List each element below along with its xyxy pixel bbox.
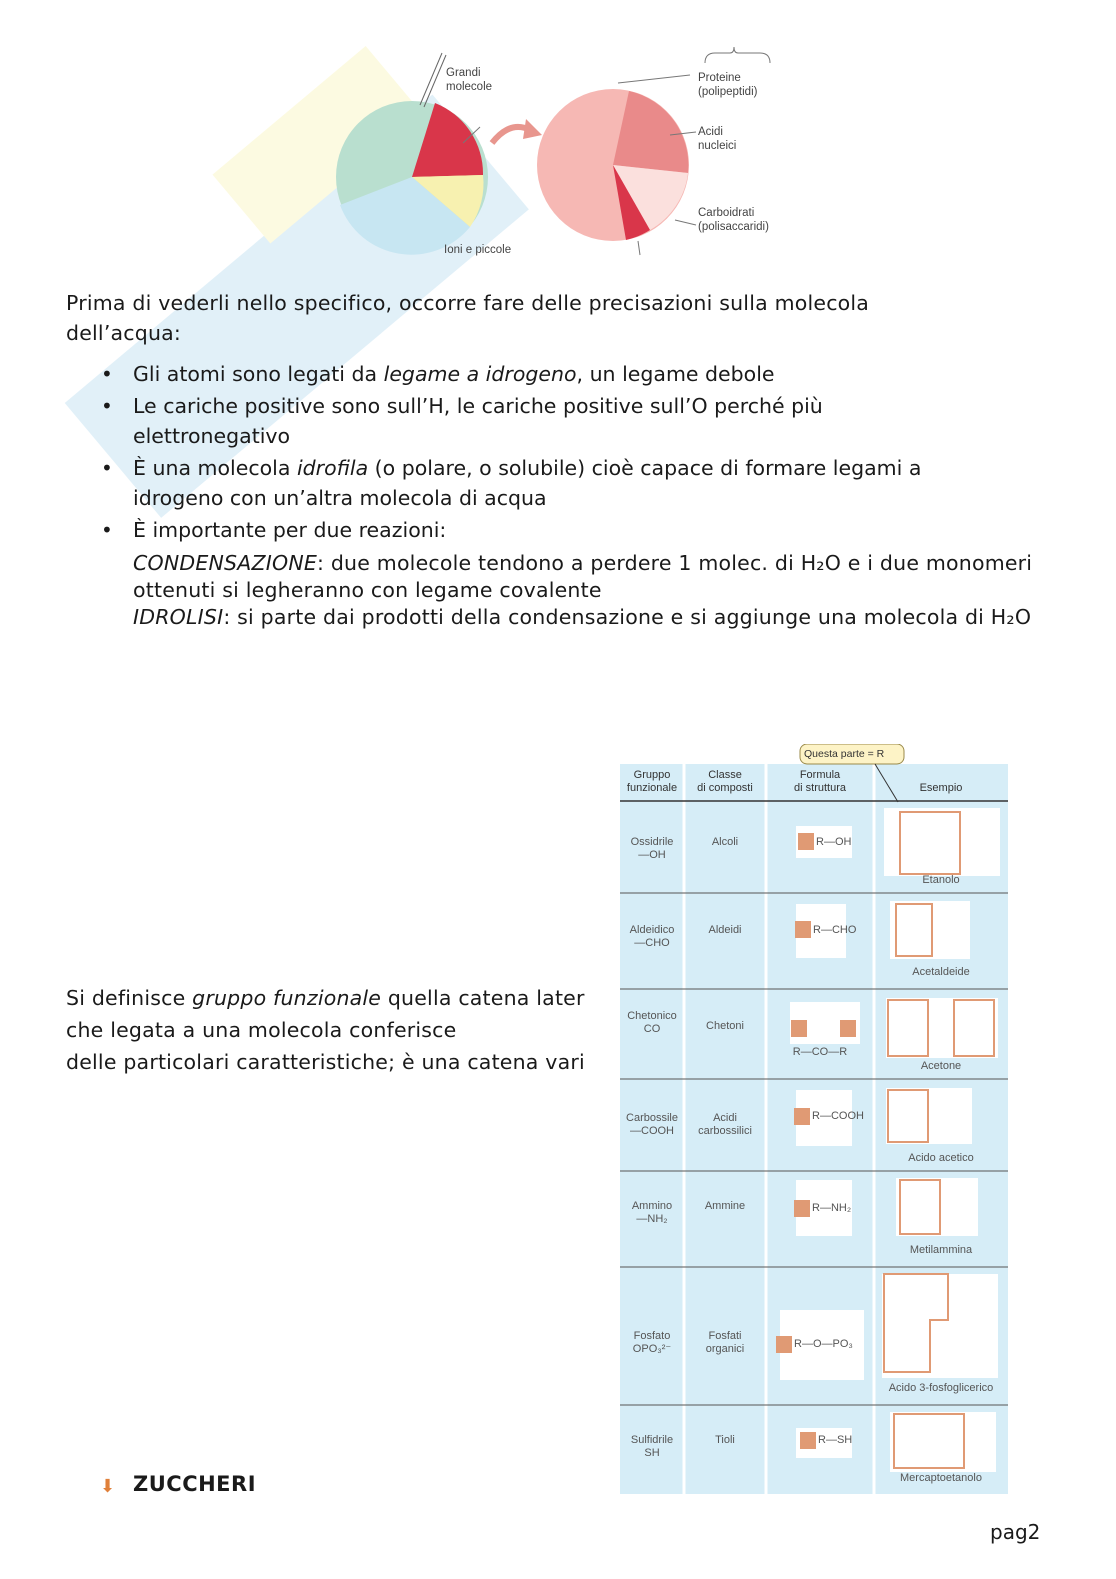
intro-paragraph: Prima di vederli nello specifico, occorre fare delle precisazioni sulla molecola dell’acqua: (66, 291, 870, 345)
bullet-icon: • (101, 456, 113, 480)
header-group: Gruppo funzionale (626, 769, 678, 794)
functional-group-paragraph: Si definisce gruppo funzionale quella catena later che legata a una molecola conferisce delle particolari caratteristiche; è una catena vari (66, 986, 585, 1074)
bullet-icon: • (101, 394, 113, 418)
row-example: Etanolo (922, 874, 960, 886)
bullet-item: • Gli atomi sono legati da legame a idrogeno, un legame debole (133, 359, 1043, 389)
heading-bullet-icon: ⬇ (100, 1476, 116, 1497)
label-carbohydrates: Carboidrati (polisaccaridi) (698, 207, 769, 233)
label-proteins: Proteine (polipeptidi) (698, 72, 758, 98)
header-example: Esempio (919, 782, 963, 794)
bullet-item: • È importante per due reazioni: (133, 515, 1043, 545)
row-group: Aldeidico —CHO (629, 924, 675, 949)
row-example: Acido 3-fosfoglicerico (888, 1382, 994, 1394)
label-large-molecules: Grandi molecole (446, 67, 493, 93)
row-class: Fosfati organici (705, 1330, 745, 1355)
header-formula: Formula di struttura (794, 769, 846, 794)
row-class: Ammine (704, 1200, 746, 1212)
hydrolysis-definition: IDROLISI: si parte dai prodotti della condensazione e si aggiunge una molecola di H₂O (133, 605, 1032, 629)
row-class: Alcoli (711, 836, 739, 848)
row-example: Mercaptoetanolo (900, 1472, 982, 1484)
row-formula: R—NH₂ (812, 1202, 852, 1214)
row-formula: R—COOH (812, 1110, 864, 1122)
row-formula: R—CHO (813, 924, 857, 936)
page-number: pag2 (990, 1520, 1041, 1544)
reactions-block (133, 550, 1048, 631)
bullet-item: • Le cariche positive sono sull’H, le cariche positive sull’O perché più elettronegativo (133, 391, 933, 451)
row-example: Acetone (920, 1060, 962, 1072)
row-group: Sulfidrile SH (630, 1434, 674, 1459)
row-group: Chetonico CO (627, 1010, 677, 1035)
header-class: Classe di composti (697, 769, 753, 794)
functional-groups-table (620, 744, 1010, 1494)
callout-label: Questa parte = R (804, 748, 885, 760)
row-example: Acido acetico (908, 1152, 974, 1164)
row-class: Tioli (715, 1434, 735, 1446)
right-pie (537, 89, 689, 241)
bullet-item: • È una molecola idrofila (o polare, o solubile) cioè capace di formare legami a idrogeno con un’altra molecola di acqua (133, 453, 1013, 513)
row-group: Fosfato OPO₃²⁻ (632, 1330, 672, 1355)
row-group: Carbossile —COOH (626, 1112, 678, 1137)
row-example: Acetaldeide (912, 966, 970, 978)
row-formula: R—SH (818, 1434, 853, 1446)
water-bullet-list (101, 359, 1043, 545)
row-class: Chetoni (706, 1020, 744, 1032)
condensation-definition: CONDENSAZIONE: due molecole tendono a perdere 1 molec. di H₂O e i due monomeri ottenuti si legheranno con legame covalente (133, 551, 1033, 602)
row-class: Acidi carbossilici (698, 1112, 752, 1137)
label-nucleic-acids: Acidi nucleici (698, 126, 737, 152)
row-example: Metilammina (909, 1244, 973, 1256)
row-class: Aldeidi (708, 924, 742, 936)
row-group: Ammino —NH₂ (631, 1200, 673, 1225)
label-ions: Ioni e piccole (444, 244, 512, 256)
bullet-icon: • (101, 362, 113, 386)
section-heading: ZUCCHERI (133, 1472, 257, 1496)
row-formula: R—O—PO₃ (794, 1338, 853, 1350)
row-formula: R—OH (816, 836, 852, 848)
row-group: Ossidrile —OH (630, 836, 674, 861)
row-formula: R—CO—R (792, 1046, 848, 1058)
bullet-icon: • (101, 518, 113, 542)
